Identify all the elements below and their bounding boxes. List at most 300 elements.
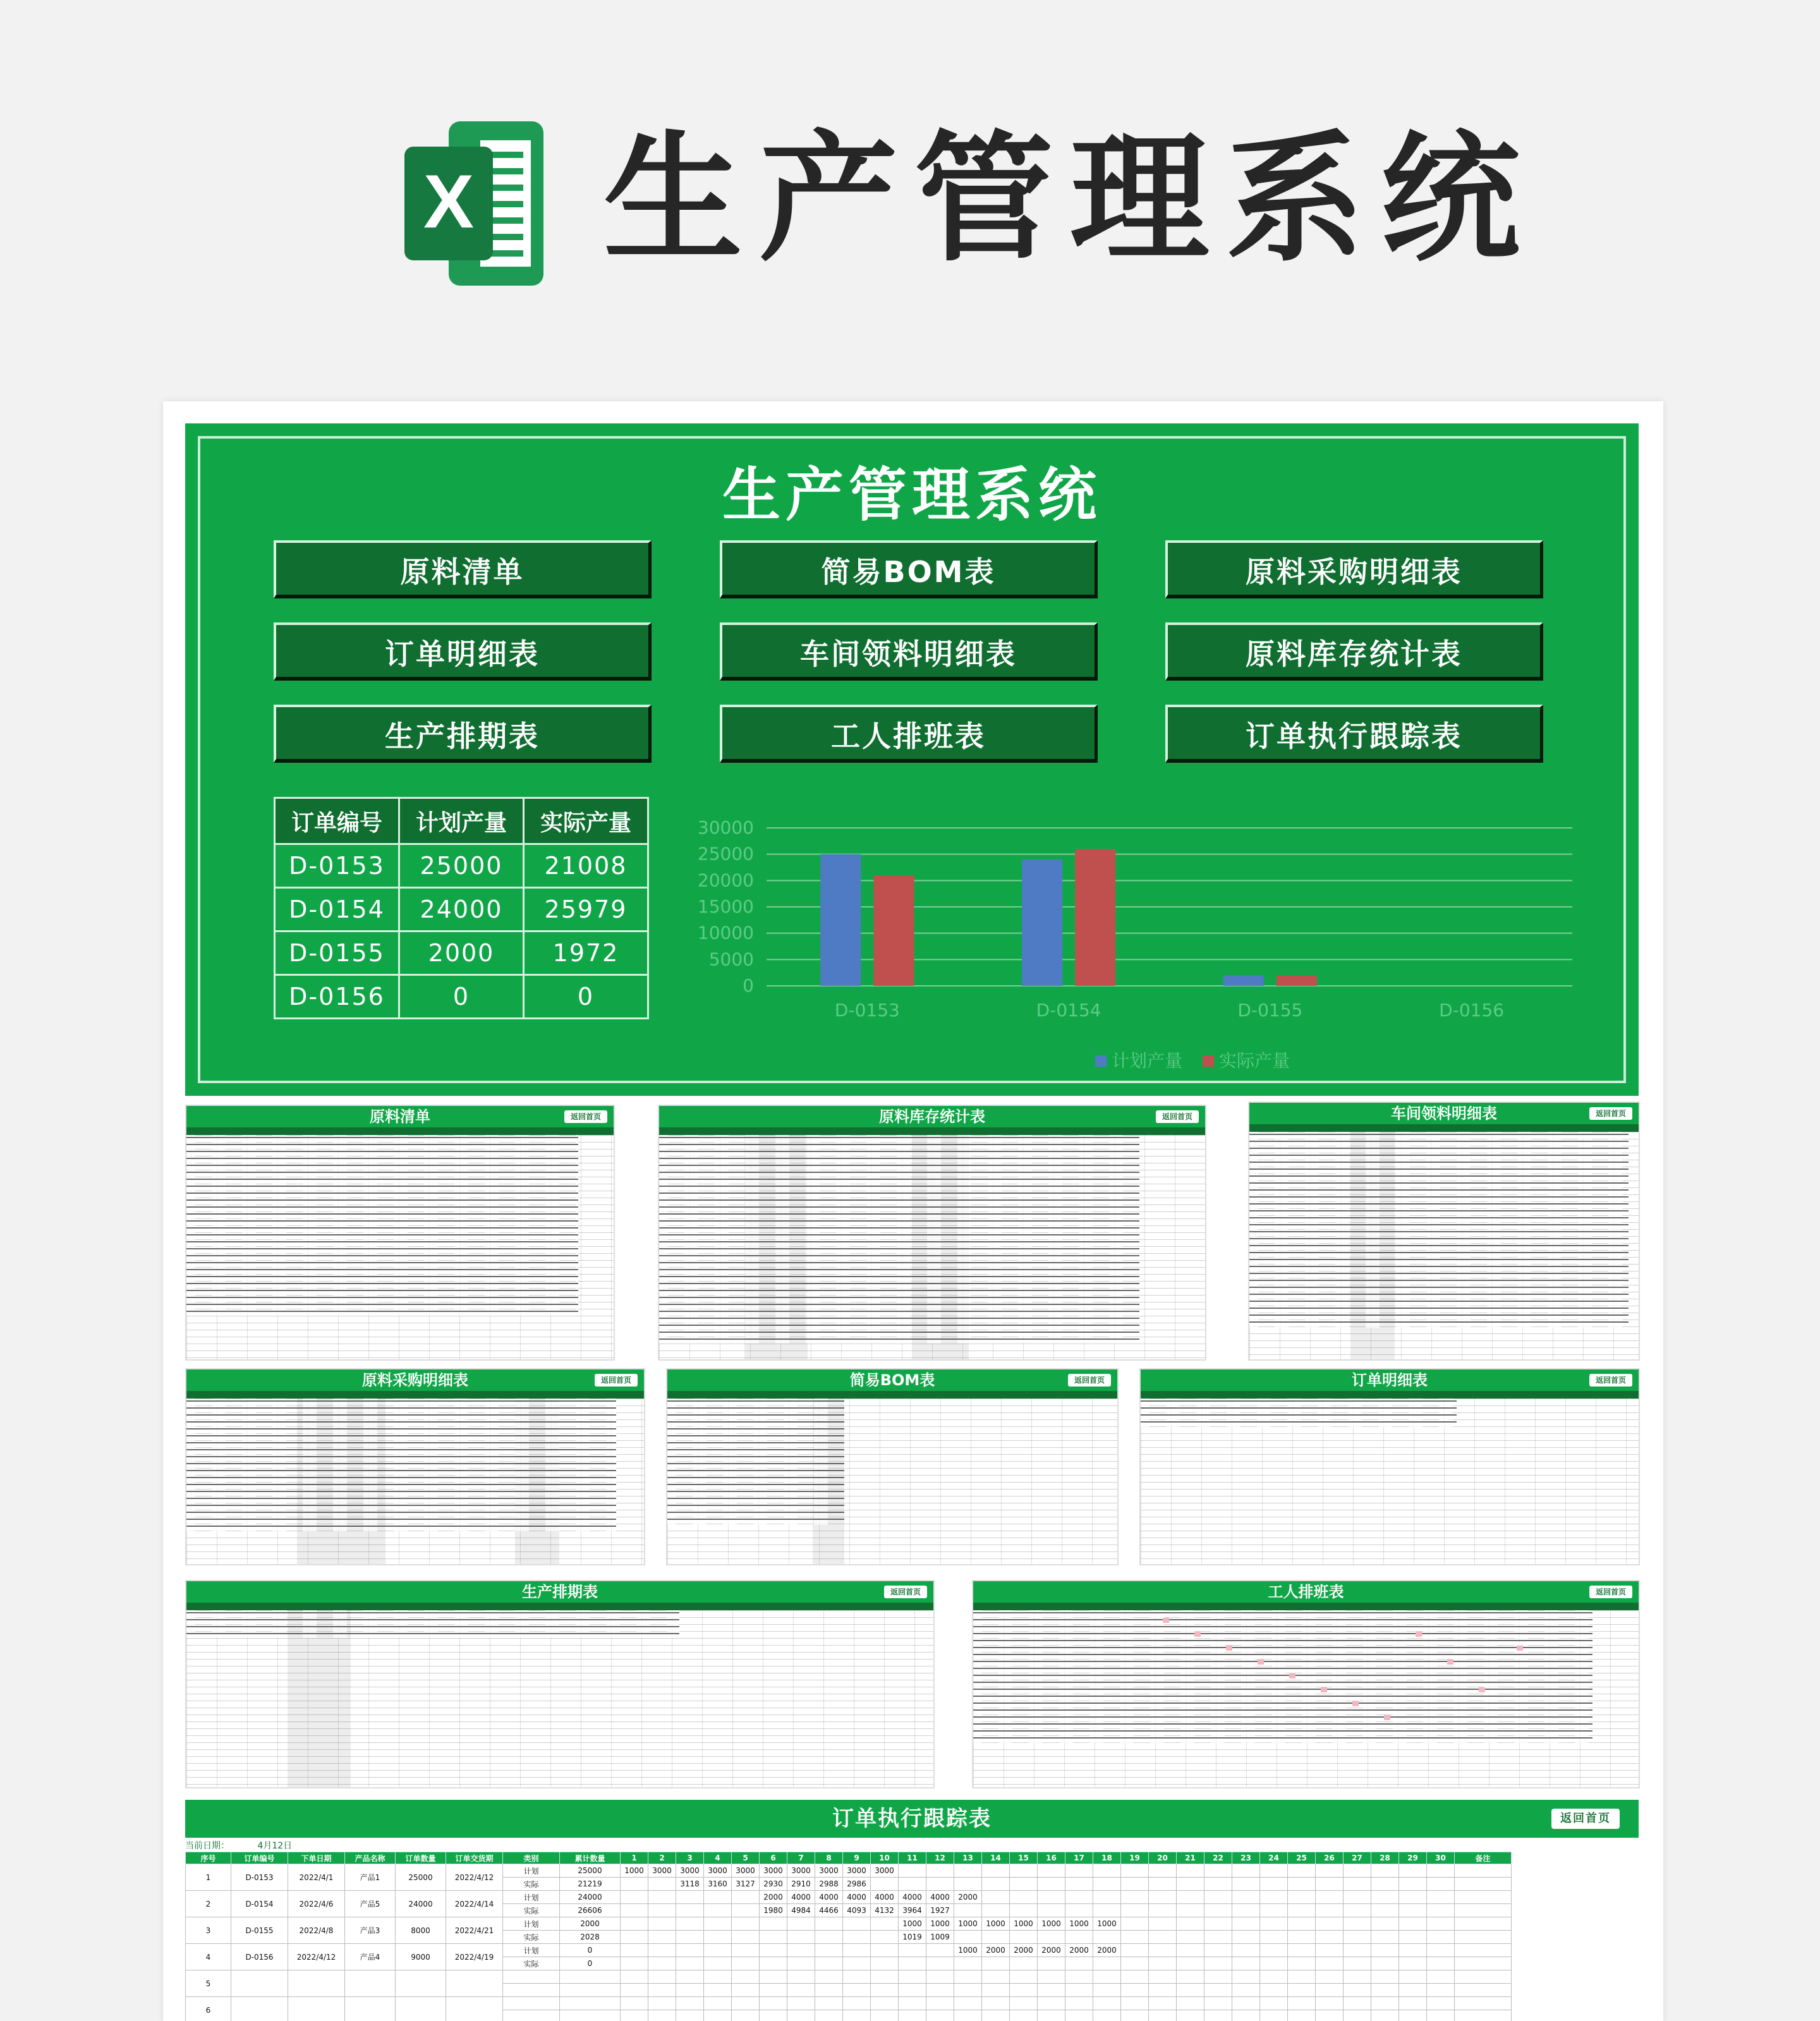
cell-note[interactable]	[1455, 1878, 1512, 1891]
cell-day-value[interactable]	[1316, 1997, 1344, 2010]
cell-day-value[interactable]	[1204, 1864, 1232, 1878]
cell-day-value[interactable]	[899, 1944, 926, 1957]
cell-day-value[interactable]	[1038, 1931, 1065, 1944]
cell-category[interactable]: 实际	[503, 1957, 560, 1970]
cell-day-value[interactable]	[648, 1970, 676, 1984]
cell-day-value[interactable]	[1427, 1917, 1455, 1931]
cell-day-value[interactable]	[1121, 1997, 1149, 2010]
cell-day-value[interactable]	[1038, 1957, 1065, 1970]
cell-date[interactable]: 2022/4/6	[288, 1891, 345, 1917]
cell-day-value[interactable]	[1316, 1904, 1344, 1917]
cell-day-value[interactable]: 2000	[982, 1944, 1010, 1957]
cell-day-value[interactable]	[1232, 1957, 1260, 1970]
cell-day-value[interactable]	[1177, 1970, 1204, 1984]
cell-day-value[interactable]	[1093, 1970, 1121, 1984]
nav-button-order-tracking[interactable]: 订单执行跟踪表	[1165, 705, 1543, 763]
nav-button-production-schedule[interactable]: 生产排期表	[274, 705, 652, 763]
cell-day-value[interactable]	[871, 1957, 899, 1970]
cell-day-value[interactable]	[1065, 1864, 1093, 1878]
cell-day-value[interactable]	[1121, 1917, 1149, 1931]
cell-day-value[interactable]	[926, 1984, 954, 1997]
cell-day-value[interactable]	[676, 1944, 704, 1957]
cell-day-value[interactable]: 3000	[704, 1864, 732, 1878]
cell-day-value[interactable]	[1371, 1997, 1399, 2010]
cell-day-value[interactable]	[954, 1997, 982, 2010]
cell-day-value[interactable]	[648, 1944, 676, 1957]
cell-day-value[interactable]	[926, 1970, 954, 1984]
cell-day-value[interactable]	[982, 1970, 1010, 1984]
cell-due[interactable]	[446, 1970, 503, 1997]
cell-day-value[interactable]	[760, 1917, 787, 1931]
cell-day-value[interactable]	[1371, 1957, 1399, 1970]
cell-day-value[interactable]	[1288, 1984, 1316, 1997]
cell-day-value[interactable]	[1232, 2010, 1260, 2021]
cell-day-value[interactable]	[926, 1944, 954, 1957]
cell-day-value[interactable]	[621, 1957, 648, 1970]
cell-day-value[interactable]	[982, 1997, 1010, 2010]
cell-day-value[interactable]: 2000	[760, 1891, 787, 1904]
cell-day-value[interactable]: 4132	[871, 1904, 899, 1917]
cell-day-value[interactable]	[648, 1984, 676, 1997]
cell-day-value[interactable]	[1177, 1917, 1204, 1931]
cell-qty[interactable]	[396, 1997, 446, 2021]
back-home-button[interactable]: 返回首页	[1589, 1374, 1632, 1387]
cell-day-value[interactable]	[1344, 1891, 1371, 1904]
cell-no[interactable]: 6	[186, 1997, 231, 2021]
cell-day-value[interactable]	[1177, 1984, 1204, 1997]
cell-day-value[interactable]	[954, 1931, 982, 1944]
cell-note[interactable]	[1455, 2010, 1512, 2021]
cell-day-value[interactable]: 4984	[787, 1904, 815, 1917]
cell-day-value[interactable]	[1232, 1917, 1260, 1931]
cell-order[interactable]: D-0155	[231, 1917, 288, 1944]
cell-day-value[interactable]: 3127	[732, 1878, 760, 1891]
cell-day-value[interactable]	[1177, 1904, 1204, 1917]
cell-day-value[interactable]	[1316, 2010, 1344, 2021]
cell-day-value[interactable]	[871, 1984, 899, 1997]
back-home-button[interactable]: 返回首页	[595, 1374, 638, 1387]
cell-day-value[interactable]	[676, 1917, 704, 1931]
cell-day-value[interactable]	[676, 2010, 704, 2021]
cell-product[interactable]: 产品3	[345, 1917, 396, 1944]
cell-product[interactable]: 产品4	[345, 1944, 396, 1970]
cell-day-value[interactable]	[1288, 1904, 1316, 1917]
cell-day-value[interactable]	[1371, 1878, 1399, 1891]
cell-category[interactable]: 实际	[503, 1878, 560, 1891]
thumbnail-workshop-requisition[interactable]	[1248, 1102, 1640, 1361]
cell-day-value[interactable]: 4093	[843, 1904, 871, 1917]
cell-order-no[interactable]: D-0154	[275, 888, 399, 932]
cell-day-value[interactable]	[1093, 1957, 1121, 1970]
cell-day-value[interactable]	[621, 2010, 648, 2021]
cell-day-value[interactable]	[843, 1917, 871, 1931]
cell-cumulative[interactable]: 26606	[560, 1904, 621, 1917]
cell-day-value[interactable]: 4000	[815, 1891, 843, 1904]
cell-day-value[interactable]	[1399, 1944, 1427, 1957]
back-home-button[interactable]: 返回首页	[1551, 1809, 1620, 1829]
cell-day-value[interactable]	[1260, 1970, 1288, 1984]
cell-day-value[interactable]	[1344, 1931, 1371, 1944]
cell-day-value[interactable]	[1232, 1944, 1260, 1957]
cell-day-value[interactable]: 4000	[926, 1891, 954, 1904]
cell-day-value[interactable]	[1093, 1931, 1121, 1944]
cell-day-value[interactable]	[1010, 1891, 1038, 1904]
cell-day-value[interactable]: 3000	[732, 1864, 760, 1878]
cell-day-value[interactable]	[1204, 1970, 1232, 1984]
cell-day-value[interactable]	[1344, 1878, 1371, 1891]
cell-day-value[interactable]	[843, 1970, 871, 1984]
cell-day-value[interactable]	[1260, 1864, 1288, 1878]
cell-day-value[interactable]	[648, 1931, 676, 1944]
cell-day-value[interactable]	[1065, 1891, 1093, 1904]
cell-due[interactable]: 2022/4/14	[446, 1891, 503, 1917]
cell-day-value[interactable]	[1177, 1891, 1204, 1904]
cell-day-value[interactable]	[1427, 1864, 1455, 1878]
cell-category[interactable]	[503, 2010, 560, 2021]
cell-day-value[interactable]	[1232, 1997, 1260, 2010]
cell-category[interactable]: 计划	[503, 1944, 560, 1957]
cell-day-value[interactable]	[1316, 1970, 1344, 1984]
cell-day-value[interactable]	[1149, 1864, 1177, 1878]
cell-note[interactable]	[1455, 1957, 1512, 1970]
cell-day-value[interactable]	[1288, 1891, 1316, 1904]
cell-day-value[interactable]	[1260, 1997, 1288, 2010]
cell-day-value[interactable]	[1177, 1997, 1204, 2010]
cell-day-value[interactable]: 1927	[926, 1904, 954, 1917]
cell-day-value[interactable]	[871, 1917, 899, 1931]
cell-day-value[interactable]	[1065, 1878, 1093, 1891]
cell-day-value[interactable]	[704, 1984, 732, 1997]
cell-day-value[interactable]	[1371, 1931, 1399, 1944]
cell-day-value[interactable]	[1316, 1891, 1344, 1904]
cell-day-value[interactable]	[1427, 1970, 1455, 1984]
cell-day-value[interactable]	[732, 1904, 760, 1917]
cell-day-value[interactable]	[815, 1984, 843, 1997]
cell-day-value[interactable]	[787, 1997, 815, 2010]
cell-day-value[interactable]	[1232, 1904, 1260, 1917]
cell-product[interactable]: 产品1	[345, 1864, 396, 1891]
cell-day-value[interactable]	[1427, 1944, 1455, 1957]
cell-qty[interactable]	[396, 1970, 446, 1997]
cell-category[interactable]: 计划	[503, 1917, 560, 1931]
cell-day-value[interactable]	[1149, 1957, 1177, 1970]
cell-day-value[interactable]	[1038, 1904, 1065, 1917]
back-home-button[interactable]: 返回首页	[884, 1586, 927, 1598]
cell-day-value[interactable]	[1371, 2010, 1399, 2021]
thumbnail-inventory-stats[interactable]	[658, 1105, 1206, 1361]
cell-day-value[interactable]	[899, 1984, 926, 1997]
cell-day-value[interactable]	[1010, 2010, 1038, 2021]
cell-day-value[interactable]	[787, 1931, 815, 1944]
cell-day-value[interactable]	[1232, 1931, 1260, 1944]
cell-day-value[interactable]: 3000	[760, 1864, 787, 1878]
cell-day-value[interactable]: 2000	[1093, 1944, 1121, 1957]
cell-order[interactable]: D-0156	[231, 1944, 288, 1970]
cell-day-value[interactable]	[1316, 1917, 1344, 1931]
cell-planned-qty[interactable]: 25000	[399, 844, 524, 888]
cell-day-value[interactable]: 1000	[982, 1917, 1010, 1931]
cell-cumulative[interactable]: 0	[560, 1957, 621, 1970]
cell-day-value[interactable]	[760, 1931, 787, 1944]
cell-day-value[interactable]: 1000	[899, 1917, 926, 1931]
cell-day-value[interactable]	[1371, 1864, 1399, 1878]
cell-day-value[interactable]: 2988	[815, 1878, 843, 1891]
cell-day-value[interactable]: 3118	[676, 1878, 704, 1891]
cell-day-value[interactable]	[621, 1970, 648, 1984]
cell-day-value[interactable]	[1038, 1997, 1065, 2010]
cell-day-value[interactable]	[787, 1917, 815, 1931]
cell-day-value[interactable]	[954, 1864, 982, 1878]
cell-day-value[interactable]	[899, 1864, 926, 1878]
cell-due[interactable]: 2022/4/12	[446, 1864, 503, 1891]
cell-cumulative[interactable]	[560, 1997, 621, 2010]
cell-day-value[interactable]	[1149, 1917, 1177, 1931]
thumbnail-raw-materials[interactable]	[185, 1105, 615, 1361]
cell-day-value[interactable]	[1427, 1931, 1455, 1944]
cell-day-value[interactable]	[843, 1997, 871, 2010]
cell-day-value[interactable]	[1093, 1904, 1121, 1917]
cell-day-value[interactable]: 1000	[954, 1944, 982, 1957]
cell-day-value[interactable]	[954, 1878, 982, 1891]
cell-day-value[interactable]	[1121, 2010, 1149, 2021]
cell-qty[interactable]: 9000	[396, 1944, 446, 1970]
cell-day-value[interactable]	[1065, 1904, 1093, 1917]
cell-day-value[interactable]	[1371, 1984, 1399, 1997]
cell-day-value[interactable]	[1399, 1970, 1427, 1984]
cell-day-value[interactable]	[676, 1904, 704, 1917]
cell-day-value[interactable]	[1149, 1891, 1177, 1904]
cell-day-value[interactable]	[1121, 1878, 1149, 1891]
cell-day-value[interactable]	[1371, 1917, 1399, 1931]
cell-day-value[interactable]	[982, 1878, 1010, 1891]
cell-day-value[interactable]	[926, 1957, 954, 1970]
cell-day-value[interactable]	[843, 1984, 871, 1997]
cell-cumulative[interactable]: 2028	[560, 1931, 621, 1944]
cell-day-value[interactable]	[1038, 1891, 1065, 1904]
cell-day-value[interactable]	[732, 1984, 760, 1997]
cell-planned-qty[interactable]: 0	[399, 975, 524, 1019]
cell-day-value[interactable]	[704, 1904, 732, 1917]
cell-day-value[interactable]	[1204, 2010, 1232, 2021]
cell-day-value[interactable]	[1288, 1864, 1316, 1878]
cell-day-value[interactable]	[1399, 2010, 1427, 2021]
cell-due[interactable]: 2022/4/19	[446, 1944, 503, 1970]
cell-cumulative[interactable]: 25000	[560, 1864, 621, 1878]
cell-day-value[interactable]	[1288, 1917, 1316, 1931]
cell-day-value[interactable]: 4000	[899, 1891, 926, 1904]
cell-day-value[interactable]	[1065, 2010, 1093, 2021]
cell-day-value[interactable]	[1093, 1864, 1121, 1878]
cell-day-value[interactable]	[732, 2010, 760, 2021]
cell-day-value[interactable]	[787, 1970, 815, 1984]
cell-day-value[interactable]	[1399, 1931, 1427, 1944]
cell-day-value[interactable]	[871, 2010, 899, 2021]
cell-day-value[interactable]	[1149, 1878, 1177, 1891]
cell-day-value[interactable]	[1093, 1997, 1121, 2010]
cell-day-value[interactable]	[982, 1891, 1010, 1904]
cell-category[interactable]: 计划	[503, 1864, 560, 1878]
cell-day-value[interactable]	[1093, 2010, 1121, 2021]
cell-day-value[interactable]	[760, 1957, 787, 1970]
cell-day-value[interactable]	[1232, 1984, 1260, 1997]
cell-day-value[interactable]	[1371, 1944, 1399, 1957]
cell-day-value[interactable]: 2000	[1065, 1944, 1093, 1957]
cell-day-value[interactable]	[871, 1878, 899, 1891]
cell-day-value[interactable]	[1232, 1878, 1260, 1891]
cell-day-value[interactable]	[1121, 1944, 1149, 1957]
back-home-button[interactable]: 返回首页	[1589, 1586, 1632, 1598]
cell-day-value[interactable]	[926, 1864, 954, 1878]
cell-date[interactable]	[288, 1970, 345, 1997]
cell-day-value[interactable]	[760, 1970, 787, 1984]
cell-day-value[interactable]	[1260, 1904, 1288, 1917]
cell-day-value[interactable]	[926, 1997, 954, 2010]
cell-day-value[interactable]	[982, 1931, 1010, 1944]
cell-day-value[interactable]	[843, 2010, 871, 2021]
cell-day-value[interactable]	[1427, 1984, 1455, 1997]
cell-day-value[interactable]	[732, 1957, 760, 1970]
cell-day-value[interactable]	[1149, 1997, 1177, 2010]
nav-button-inventory-stats[interactable]: 原料库存统计表	[1165, 622, 1543, 681]
cell-order-no[interactable]: D-0156	[275, 975, 399, 1019]
cell-day-value[interactable]	[1065, 1970, 1093, 1984]
cell-note[interactable]	[1455, 1891, 1512, 1904]
cell-day-value[interactable]	[1204, 1997, 1232, 2010]
cell-day-value[interactable]	[732, 1970, 760, 1984]
cell-day-value[interactable]	[1204, 1904, 1232, 1917]
cell-due[interactable]	[446, 1997, 503, 2021]
cell-day-value[interactable]	[954, 1957, 982, 1970]
cell-cumulative[interactable]: 2000	[560, 1917, 621, 1931]
cell-day-value[interactable]	[621, 1931, 648, 1944]
cell-day-value[interactable]	[676, 1891, 704, 1904]
cell-day-value[interactable]	[1149, 1931, 1177, 1944]
cell-day-value[interactable]	[732, 1891, 760, 1904]
cell-category[interactable]: 计划	[503, 1891, 560, 1904]
cell-product[interactable]	[345, 1997, 396, 2021]
cell-day-value[interactable]: 1000	[954, 1917, 982, 1931]
cell-actual-qty[interactable]: 25979	[524, 888, 648, 932]
cell-day-value[interactable]	[982, 1984, 1010, 1997]
cell-day-value[interactable]	[1344, 1944, 1371, 1957]
cell-day-value[interactable]	[1399, 1957, 1427, 1970]
cell-day-value[interactable]	[676, 1931, 704, 1944]
cell-category[interactable]: 实际	[503, 1904, 560, 1917]
cell-day-value[interactable]	[1232, 1864, 1260, 1878]
cell-day-value[interactable]	[871, 1931, 899, 1944]
cell-day-value[interactable]	[1371, 1970, 1399, 1984]
cell-day-value[interactable]	[1288, 1970, 1316, 1984]
cell-day-value[interactable]	[899, 1957, 926, 1970]
cell-day-value[interactable]	[1093, 1891, 1121, 1904]
cell-day-value[interactable]: 1000	[1010, 1917, 1038, 1931]
cell-day-value[interactable]: 3000	[787, 1864, 815, 1878]
cell-cumulative[interactable]	[560, 1984, 621, 1997]
cell-day-value[interactable]	[732, 1931, 760, 1944]
cell-day-value[interactable]	[815, 1970, 843, 1984]
cell-cumulative[interactable]	[560, 2010, 621, 2021]
cell-actual-qty[interactable]: 1972	[524, 932, 648, 975]
cell-day-value[interactable]	[899, 1970, 926, 1984]
thumbnail-worker-shifts[interactable]	[972, 1580, 1640, 1788]
cell-day-value[interactable]	[621, 1984, 648, 1997]
cell-order[interactable]: D-0153	[231, 1864, 288, 1891]
cell-date[interactable]: 2022/4/1	[288, 1864, 345, 1891]
cell-day-value[interactable]	[899, 1997, 926, 2010]
cell-qty[interactable]: 8000	[396, 1917, 446, 1944]
cell-no[interactable]: 3	[186, 1917, 231, 1944]
cell-product[interactable]: 产品5	[345, 1891, 396, 1917]
cell-day-value[interactable]	[648, 1957, 676, 1970]
cell-day-value[interactable]	[926, 2010, 954, 2021]
cell-day-value[interactable]	[1344, 1864, 1371, 1878]
cell-day-value[interactable]	[1065, 1957, 1093, 1970]
cell-day-value[interactable]	[648, 1917, 676, 1931]
back-home-button[interactable]: 返回首页	[1068, 1374, 1111, 1387]
cell-day-value[interactable]	[621, 1891, 648, 1904]
cell-day-value[interactable]	[648, 1904, 676, 1917]
cell-day-value[interactable]	[1065, 1931, 1093, 1944]
cell-day-value[interactable]: 2910	[787, 1878, 815, 1891]
cell-day-value[interactable]	[1399, 1878, 1427, 1891]
cell-note[interactable]	[1455, 1944, 1512, 1957]
cell-day-value[interactable]	[621, 1917, 648, 1931]
cell-day-value[interactable]	[1316, 1864, 1344, 1878]
cell-day-value[interactable]: 2986	[843, 1878, 871, 1891]
cell-day-value[interactable]	[1038, 1878, 1065, 1891]
cell-day-value[interactable]	[704, 1917, 732, 1931]
cell-day-value[interactable]: 4000	[871, 1891, 899, 1904]
cell-day-value[interactable]	[704, 1891, 732, 1904]
cell-day-value[interactable]: 3000	[648, 1864, 676, 1878]
cell-day-value[interactable]	[787, 1984, 815, 1997]
cell-day-value[interactable]	[787, 1944, 815, 1957]
cell-day-value[interactable]	[1010, 1878, 1038, 1891]
cell-day-value[interactable]	[760, 2010, 787, 2021]
cell-day-value[interactable]	[1010, 1931, 1038, 1944]
cell-day-value[interactable]	[1260, 1957, 1288, 1970]
cell-day-value[interactable]	[982, 1864, 1010, 1878]
cell-day-value[interactable]	[1010, 1970, 1038, 1984]
cell-day-value[interactable]	[732, 1944, 760, 1957]
cell-day-value[interactable]	[1260, 1878, 1288, 1891]
cell-day-value[interactable]	[787, 2010, 815, 2021]
cell-category[interactable]	[503, 1970, 560, 1984]
cell-day-value[interactable]	[1010, 1997, 1038, 2010]
cell-day-value[interactable]	[1288, 1997, 1316, 2010]
cell-day-value[interactable]	[1316, 1944, 1344, 1957]
cell-day-value[interactable]: 4000	[787, 1891, 815, 1904]
cell-day-value[interactable]: 1019	[899, 1931, 926, 1944]
cell-day-value[interactable]	[1204, 1944, 1232, 1957]
cell-day-value[interactable]	[1038, 2010, 1065, 2021]
cell-day-value[interactable]	[648, 1891, 676, 1904]
cell-day-value[interactable]: 3964	[899, 1904, 926, 1917]
cell-day-value[interactable]	[815, 1957, 843, 1970]
cell-note[interactable]	[1455, 1931, 1512, 1944]
cell-order-no[interactable]: D-0153	[275, 844, 399, 888]
cell-day-value[interactable]	[1371, 1891, 1399, 1904]
cell-day-value[interactable]	[1344, 1984, 1371, 1997]
cell-day-value[interactable]	[1260, 1917, 1288, 1931]
cell-day-value[interactable]	[1316, 1878, 1344, 1891]
cell-day-value[interactable]	[1399, 1917, 1427, 1931]
cell-day-value[interactable]	[1177, 1878, 1204, 1891]
cell-day-value[interactable]	[1260, 2010, 1288, 2021]
cell-day-value[interactable]	[1260, 1944, 1288, 1957]
cell-day-value[interactable]	[787, 1957, 815, 1970]
cell-day-value[interactable]	[843, 1944, 871, 1957]
